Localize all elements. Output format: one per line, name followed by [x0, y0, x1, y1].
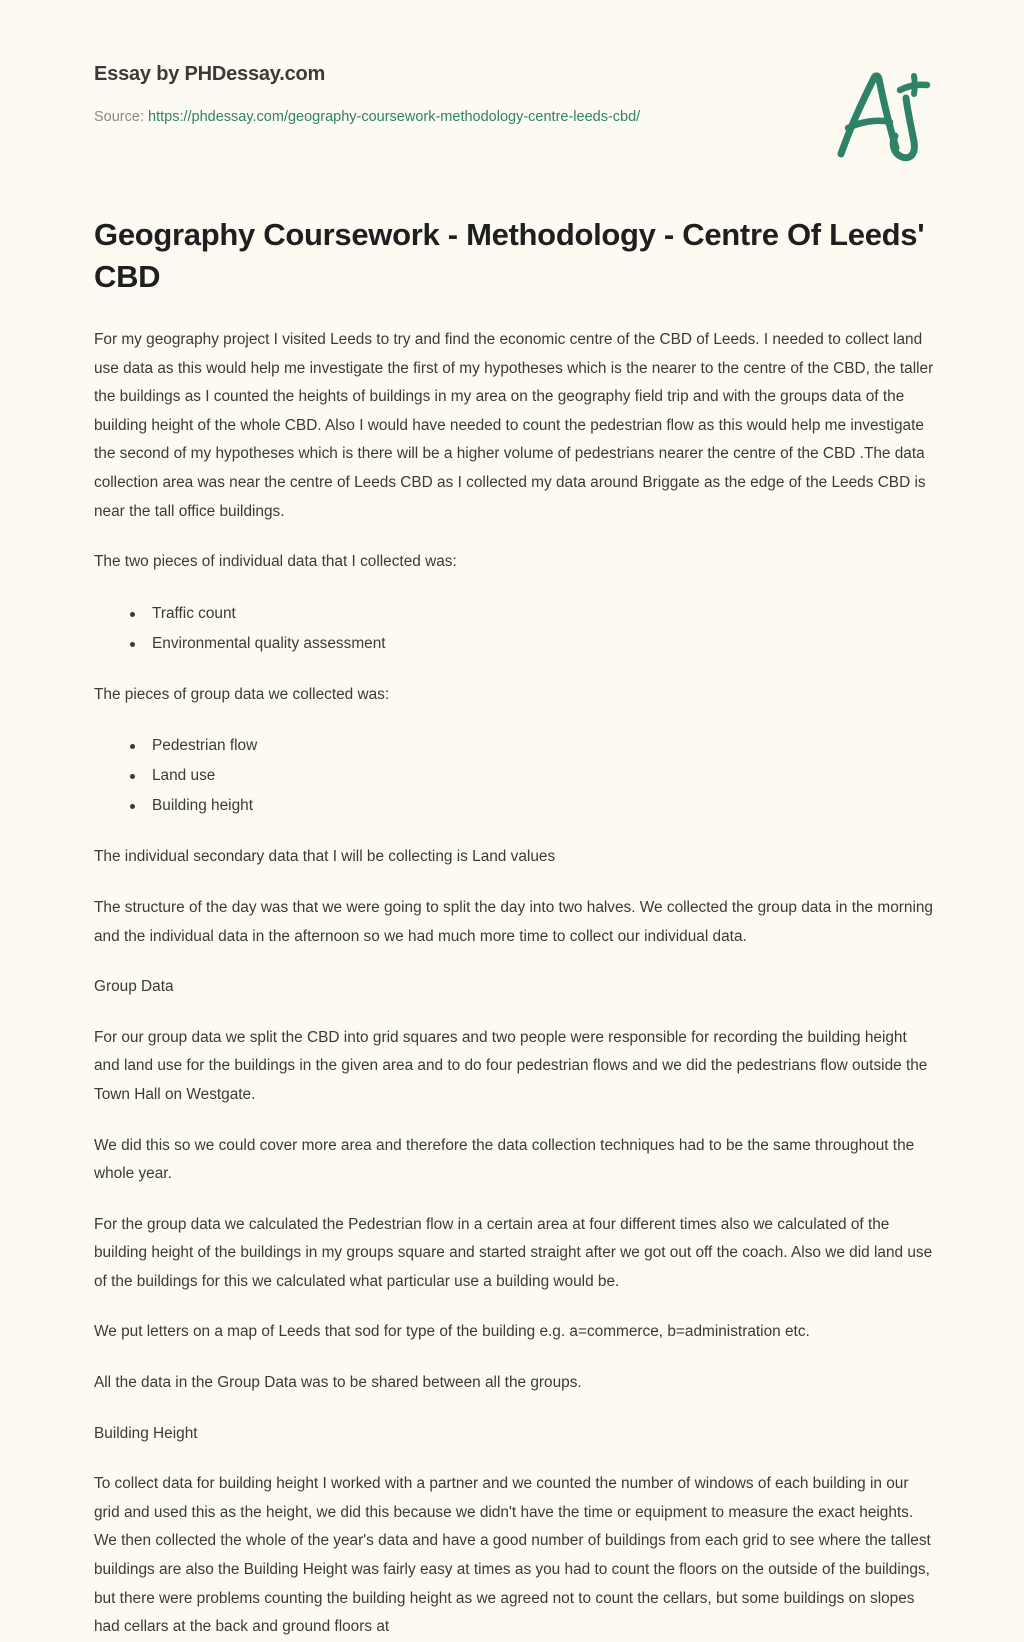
paragraph-coverage: We did this so we could cover more area and therefore the data collection techniques had to be the same throughout the whole year.: [94, 1136, 915, 1183]
list-item: Traffic count: [130, 599, 936, 629]
paragraph-group-intro: The pieces of group data we collected was:: [94, 685, 390, 703]
article-body: [0, 298, 1024, 1642]
paragraph-day-structure: The structure of the day was that we were going to split the day into two halves. We collected the group data in the morning and the individual data in the afternoon so we had much more time to collect our individual data.: [94, 898, 933, 945]
paragraph-pedestrian-calc: For the group data we calculated the Pedestrian flow in a certain area at four different times also we calculated of the building height of the buildings in my groups square and started straight after we got out off the coach. Also we did land use of the buildings for this we calculated what particular use a building would be.: [94, 1215, 933, 1290]
a-plus-logo-icon: [828, 62, 940, 170]
paragraph-secondary-data: The individual secondary data that I will be collecting is Land values: [94, 848, 556, 866]
individual-data-list: [94, 599, 936, 659]
paragraph-intro: For my geography project I visited Leeds to try and find the economic centre of the CBD of Leeds. I needed to collect land use data as this would help me investigate the first of my hypotheses which is the nearer to the centre of the CBD, the taller the buildings as I counted the heights of buildings in my area on the geography field trip and with the groups data of the building height of the whole CBD. Also I would have needed to count the pedestrian flow as this would help me investigate the second of my hypotheses which is there will be a higher volume of pedestrians nearer the centre of the CBD .The data collection area was near the centre of Leeds CBD as I collected my data around Briggate as the edge of the Leeds CBD is near the tall office buildings.: [94, 331, 934, 520]
group-data-list: [94, 731, 936, 821]
paragraph-group-method: For our group data we split the CBD into grid squares and two people were responsible for recording the building height and land use for the buildings in the given area and to do four pedestrian flows and we did the pedestrians flow outside the Town Hall on Westgate.: [94, 1028, 928, 1103]
paragraph-shared-data: All the data in the Group Data was to be shared between all the groups.: [94, 1374, 582, 1392]
list-item: Pedestrian flow: [130, 731, 936, 761]
source-line: [94, 108, 936, 126]
list-item: Building height: [130, 791, 936, 821]
list-item: Environmental quality assessment: [130, 629, 936, 659]
paragraph-map-letters: We put letters on a map of Leeds that sod for type of the building e.g. a=commerce, b=administration etc.: [94, 1323, 810, 1341]
brand-title: Essay by PHDessay.com: [94, 63, 326, 85]
source-label: Source:: [94, 109, 144, 125]
subheading-group-data: Group Data: [94, 978, 174, 996]
subheading-building-height: Building Height: [94, 1424, 198, 1442]
paragraph-building-height-method: To collect data for building height I worked with a partner and we counted the number of windows of each building in our grid and used this as the height, we did this because we didn't have the time or equipment to measure the exact heights. We then collected the whole of the year's data and have a good number of buildings from each grid to see where the tallest buildings are also the Building Height was fairly easy at times as you had to count the floors on the outside of the buildings, but there were problems counting the building height as we agreed not to count the cellars, but some buildings on slopes had cellars at the back and ground floors at: [94, 1475, 931, 1636]
list-item: Land use: [130, 761, 936, 791]
paragraph-individual-intro: The two pieces of individual data that I collected was:: [94, 553, 457, 571]
page-title: Geography Coursework - Methodology - Centre Of Leeds' CBD: [94, 217, 925, 294]
source-url-link[interactable]: https://phdessay.com/geography-coursework-methodology-centre-leeds-cbd/: [148, 109, 641, 125]
page-header: [0, 0, 1024, 160]
